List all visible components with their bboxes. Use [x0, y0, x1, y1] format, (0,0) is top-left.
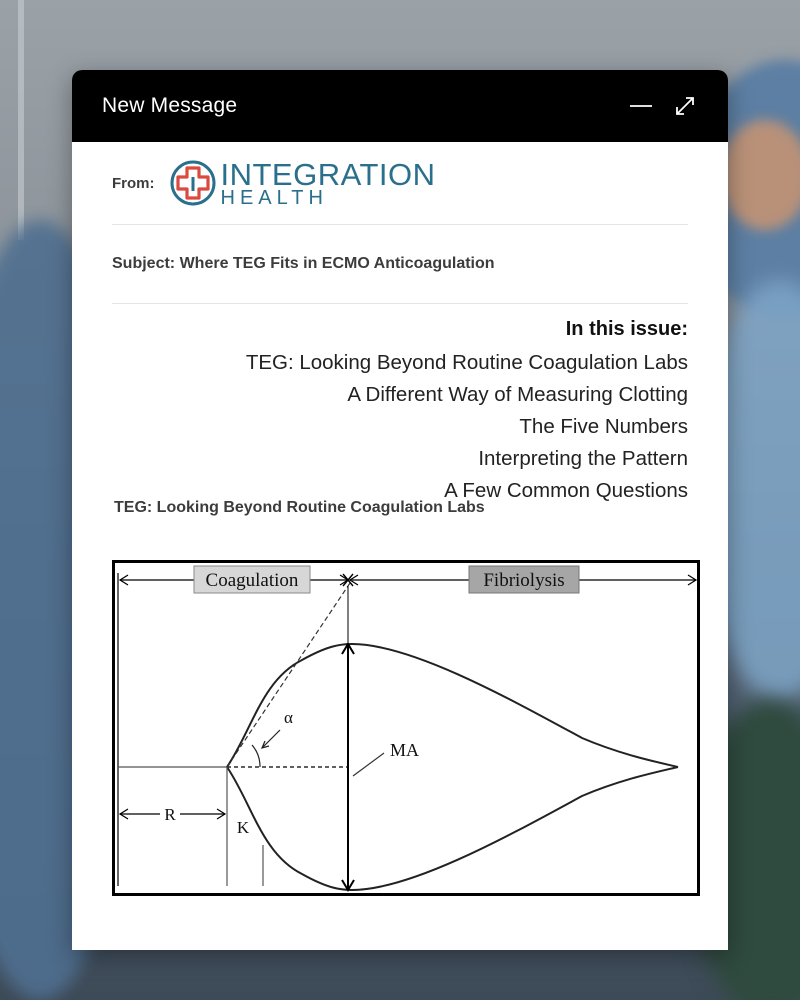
window-title: New Message	[102, 94, 238, 117]
medical-cross-icon	[169, 159, 217, 207]
table-of-contents	[112, 304, 688, 507]
fibrinolysis-label: Fibriolysis	[483, 570, 565, 591]
minimize-icon	[629, 94, 653, 118]
k-label: K	[236, 818, 250, 837]
toc-item[interactable]: A Few Common Questions	[444, 479, 688, 502]
diagram-border	[114, 562, 699, 895]
toc-heading: In this issue:	[565, 318, 688, 340]
r-label: R	[164, 805, 176, 824]
coagulation-label: Coagulation	[205, 570, 299, 591]
teg-diagram	[112, 560, 700, 896]
toc-item[interactable]: TEG: Looking Beyond Routine Coagulation Labs	[245, 351, 688, 374]
ma-label: MA	[390, 740, 420, 760]
logo-name-line1: INTEGRATION	[220, 156, 436, 192]
from-row	[112, 142, 688, 225]
minimize-button[interactable]	[626, 91, 656, 121]
sender-logo[interactable]	[169, 156, 436, 209]
subject-row	[112, 225, 688, 304]
title-bar	[72, 70, 728, 142]
expand-icon	[674, 95, 696, 117]
from-label: From:	[112, 174, 155, 192]
alpha-label: α	[284, 708, 293, 727]
expand-button[interactable]	[670, 91, 700, 121]
logo-name-line2: HEALTH	[220, 186, 328, 209]
toc-item[interactable]: A Different Way of Measuring Clotting	[347, 383, 688, 406]
subject-line: Subject: Where TEG Fits in ECMO Anticoagulation	[112, 255, 495, 272]
toc-item[interactable]: The Five Numbers	[519, 415, 688, 438]
message-window	[72, 70, 728, 950]
toc-item[interactable]: Interpreting the Pattern	[478, 447, 688, 470]
section-title: TEG: Looking Beyond Routine Coagulation Labs	[114, 499, 485, 516]
